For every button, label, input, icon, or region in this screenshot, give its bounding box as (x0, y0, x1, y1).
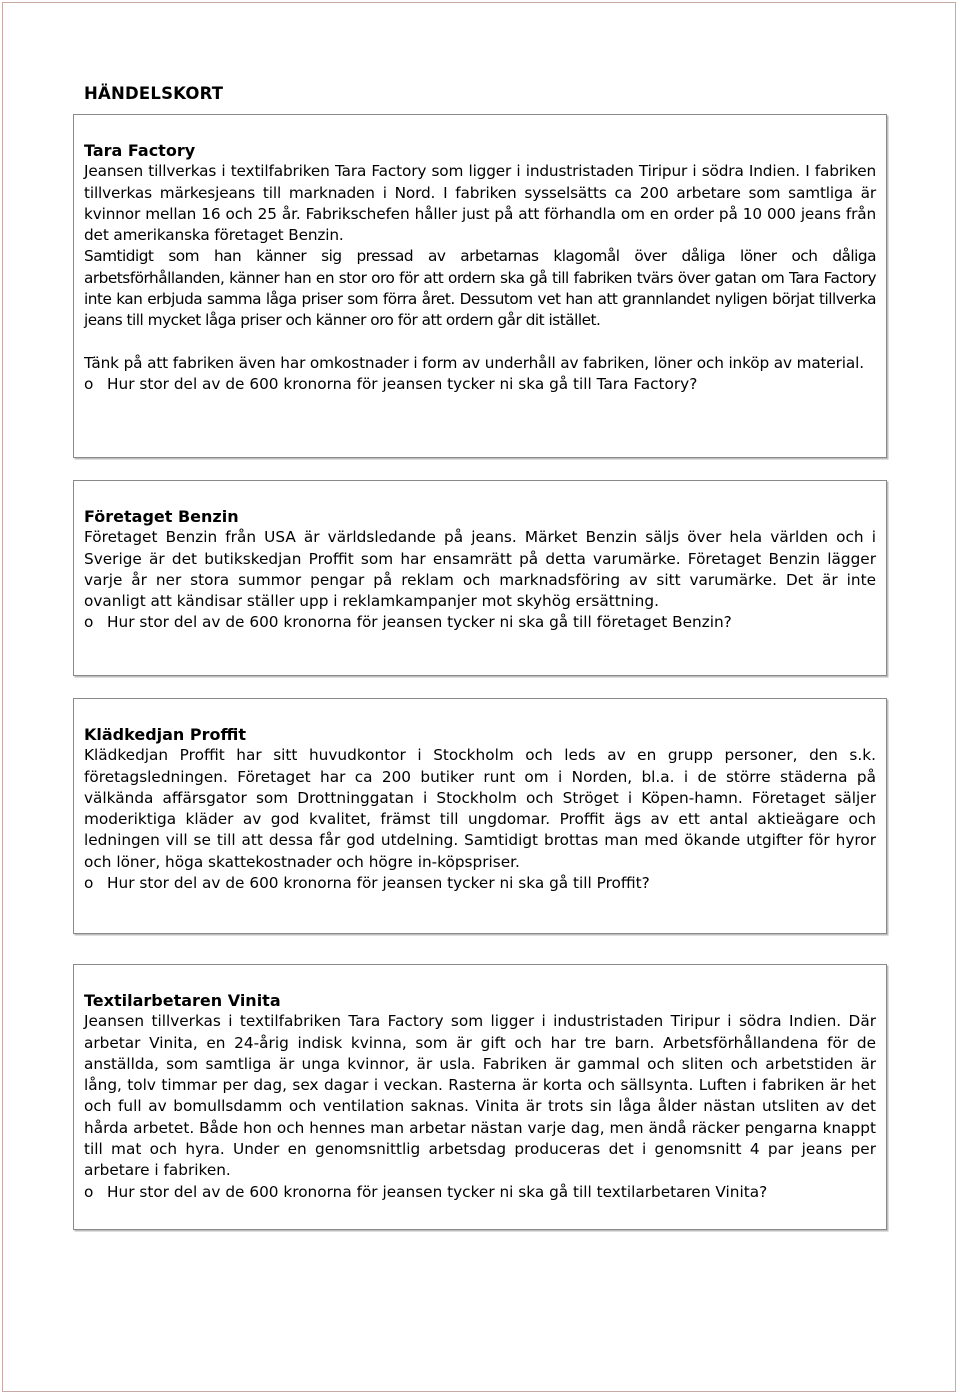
bullet-icon: o (84, 374, 94, 393)
card-title: Klädkedjan Proffit (84, 725, 246, 744)
event-card-proffit (73, 698, 887, 934)
question-text: Hur stor del av de 600 kronorna för jeansen tycker ni ska gå till företaget Benzin? (107, 613, 732, 632)
card-question (84, 612, 876, 633)
card-paragraph: Klädkedjan Proffit har sitt huvudkontor i Stockholm och leds av en grupp personer, den s.k. företagsledningen. Företaget har ca 200 butiker runt om i Norden, bl.a. i de större städerna på välkända affärsgator som Drottninggatan i Stockholm och Ströget i Köpen-hamn. Företaget säljer moderiktiga kläder av god kvalitet, främst till ungdomar. Proffit ägs av ett antal aktieägare och ledningen vill se till att dessa får god utdelning. Samtidigt brottas man med ökande utgifter för hyror och löner, höga skattekostnader och högre in-köpspriser. (84, 746, 876, 871)
event-card-vinita (73, 964, 887, 1230)
bullet-icon: o (84, 874, 94, 893)
question-text: Hur stor del av de 600 kronorna för jeansen tycker ni ska gå till Tara Factory? (107, 374, 698, 393)
page-title: HÄNDELSKORT (84, 84, 224, 103)
event-card-benzin (73, 480, 887, 676)
bullet-icon: o (84, 613, 94, 632)
card-question (84, 1182, 876, 1203)
card-paragraph: Tänk på att fabriken även har omkostnader i form av underhåll av fabriken, löner och inköp av material. (84, 353, 864, 372)
card-title: Företaget Benzin (84, 507, 239, 526)
card-paragraph: Företaget Benzin från USA är världsledande på jeans. Märket Benzin säljs över hela världen och i Sverige är det butikskedjan Proffit som har ensamrätt på detta varumärke. Företaget Benzin lägger varje år ner stora summor pengar på reklam och marknadsföring av sitt varumärke. Det är inte ovanligt att kändisar ställer upp i reklamkampanjer mot skyhög ersättning. (84, 528, 876, 611)
event-card-tara-factory (73, 114, 887, 458)
question-text: Hur stor del av de 600 kronorna för jeansen tycker ni ska gå till textilarbetaren Vinita? (107, 1182, 768, 1201)
card-title: Textilarbetaren Vinita (84, 991, 281, 1010)
card-question (84, 374, 876, 395)
card-question (84, 873, 876, 894)
bullet-icon: o (84, 1182, 94, 1201)
card-paragraph: Jeansen tillverkas i textilfabriken Tara Factory som ligger i industristaden Tiripur i södra Indien. I fabriken tillverkas märkesjeans till marknaden i Nord. I fabriken sysselsätts ca 200 arbetare som samtliga är kvinnor mellan 16 och 25 år. Fabrikschefen håller just på att förhandla om en order på 10 000 jeans från det amerikanska företaget Benzin. (84, 162, 876, 245)
card-paragraph: Samtidigt som han känner sig pressad av arbetarnas klagomål över dåliga löner och dåliga arbetsförhållanden, känner han en stor oro för att ordern ska gå till fabriken tvärs över gatan om Tara Factory inte kan erbjuda samma låga priser som förra året. Dessutom vet han att grannlandet nyligen börjat tillverka jeans till mycket låga priser och känner oro för att ordern går dit istället. (84, 247, 876, 330)
card-title: Tara Factory (84, 141, 196, 160)
question-text: Hur stor del av de 600 kronorna för jeansen tycker ni ska gå till Proffit? (107, 874, 650, 893)
card-paragraph: Jeansen tillverkas i textilfabriken Tara Factory som ligger i industristaden Tiripur i södra Indien. Där arbetar Vinita, en 24-årig indisk kvinna, som är gift och har tre barn. Arbetsförhållandena för de anställda, som samtliga är unga kvinnor, är usla. Fabriken är gammal och sliten och arbetstiden är lång, tolv timmar per dag, sex dagar i veckan. Rasterna är korta och sällsynta. Luften i fabriken är het och full av bomullsdamm och ventilation saknas. Vinita är trots sin låga ålder nästan utsliten av det hårda arbetet. Både hon och hennes man arbetar nästan varje dag, men ändå räcker pengarna knappt till mat och hyra. Under en genomsnittlig arbetsdag produceras det i genomsnitt 4 par jeans per arbetare i fabriken. (84, 1012, 876, 1180)
